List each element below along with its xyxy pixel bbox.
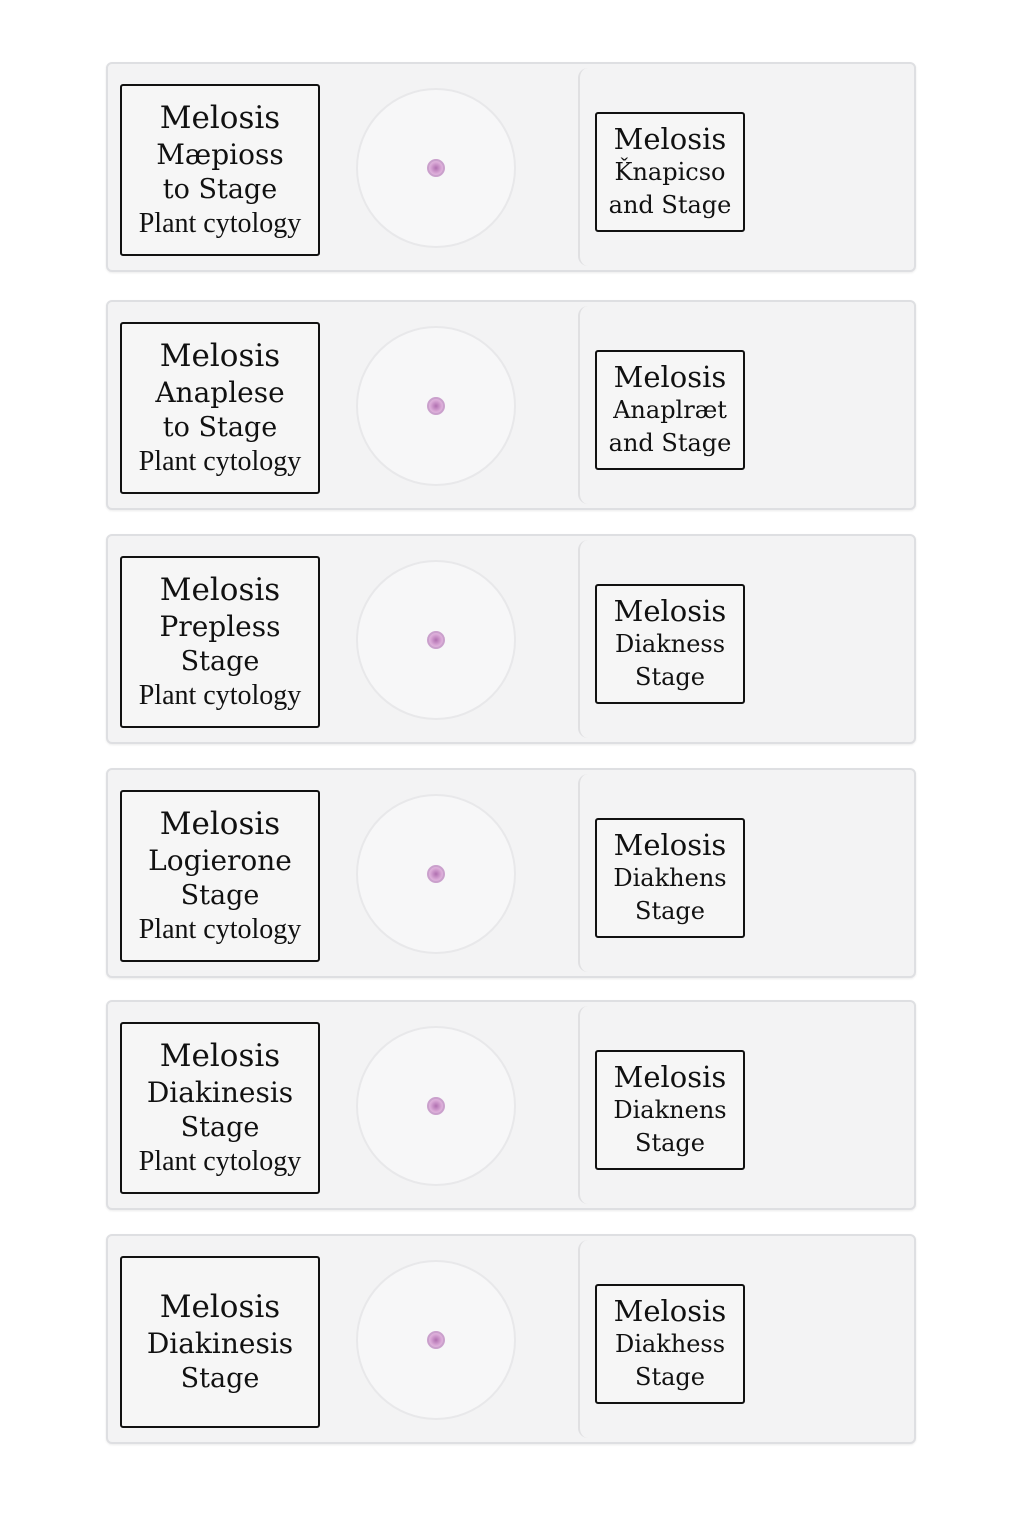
slide-label <box>120 790 320 962</box>
cover-slip <box>356 88 516 248</box>
slide-label-line: Prepless <box>159 609 281 643</box>
end-label-line: Diakhess <box>614 1330 726 1358</box>
specimen-cell <box>427 631 445 649</box>
end-label <box>595 584 745 704</box>
end-label-line: Stage <box>635 1129 705 1157</box>
slide-label-line: Melosis <box>159 805 281 842</box>
slide-label-line: Diakinesis <box>146 1326 294 1360</box>
cover-slip <box>356 326 516 486</box>
end-label-line: and Stage <box>608 429 732 457</box>
microscope-slide <box>106 1234 916 1444</box>
slide-label-line: Stage <box>180 879 260 911</box>
slide-label <box>120 556 320 728</box>
specimen-cell <box>427 1331 445 1349</box>
end-label-line: Diaknens <box>613 1096 727 1124</box>
end-label <box>595 350 745 470</box>
slide-label <box>120 1256 320 1428</box>
end-label-line: Diakness <box>614 630 726 658</box>
cover-slip <box>356 560 516 720</box>
slide-label <box>120 322 320 494</box>
end-label-line: Melosis <box>613 122 727 156</box>
end-label-line: and Stage <box>608 191 732 219</box>
microscope-slide <box>106 534 916 744</box>
end-label <box>595 818 745 938</box>
slide-label-line: Melosis <box>159 1037 281 1074</box>
slide-label-line: Stage <box>180 1362 260 1394</box>
slide-label-line: Melosis <box>159 99 281 136</box>
slide-label-line: Stage <box>180 1111 260 1143</box>
slide-label-line: Plant cytology <box>138 445 302 477</box>
end-label-line: Ǩnapicso <box>614 158 726 186</box>
slide-label <box>120 84 320 256</box>
specimen-cell <box>427 397 445 415</box>
slide-label-line: Logierone <box>148 843 292 877</box>
slide-label-line: Mæpioss <box>156 137 284 171</box>
end-label <box>595 1284 745 1404</box>
slide-label-line: Melosis <box>159 571 281 608</box>
slide-label-line: Plant cytology <box>138 1145 302 1177</box>
slide-label-line: Melosis <box>159 1288 281 1325</box>
microscope-slide <box>106 768 916 978</box>
microscope-slide <box>106 1000 916 1210</box>
slide-label <box>120 1022 320 1194</box>
cover-slip <box>356 794 516 954</box>
slide-label-line: Stage <box>180 645 260 677</box>
end-label <box>595 1050 745 1170</box>
slide-label-line: Plant cytology <box>138 679 302 711</box>
microscope-slide <box>106 300 916 510</box>
end-label-line: Stage <box>635 1363 705 1391</box>
microscope-slide <box>106 62 916 272</box>
slide-label-line: to Stage <box>162 173 278 205</box>
slide-label-line: to Stage <box>162 411 278 443</box>
end-label-line: Stage <box>635 897 705 925</box>
end-label <box>595 112 745 232</box>
slide-label-line: Diakinesis <box>146 1075 294 1109</box>
end-label-line: Anaplræt <box>613 396 727 424</box>
slide-label-line: Plant cytology <box>138 913 302 945</box>
cover-slip <box>356 1260 516 1420</box>
end-label-line: Diakhens <box>613 864 727 892</box>
end-label-line: Melosis <box>613 828 727 862</box>
end-label-line: Melosis <box>613 1294 727 1328</box>
specimen-cell <box>427 159 445 177</box>
slide-label-line: Melosis <box>159 337 281 374</box>
specimen-cell <box>427 1097 445 1115</box>
end-label-line: Melosis <box>613 594 727 628</box>
specimen-cell <box>427 865 445 883</box>
end-label-line: Melosis <box>613 1060 727 1094</box>
slide-label-line: Plant cytology <box>138 207 302 239</box>
end-label-line: Melosis <box>613 360 727 394</box>
cover-slip <box>356 1026 516 1186</box>
slide-label-line: Anaplese <box>155 375 285 409</box>
end-label-line: Stage <box>635 663 705 691</box>
